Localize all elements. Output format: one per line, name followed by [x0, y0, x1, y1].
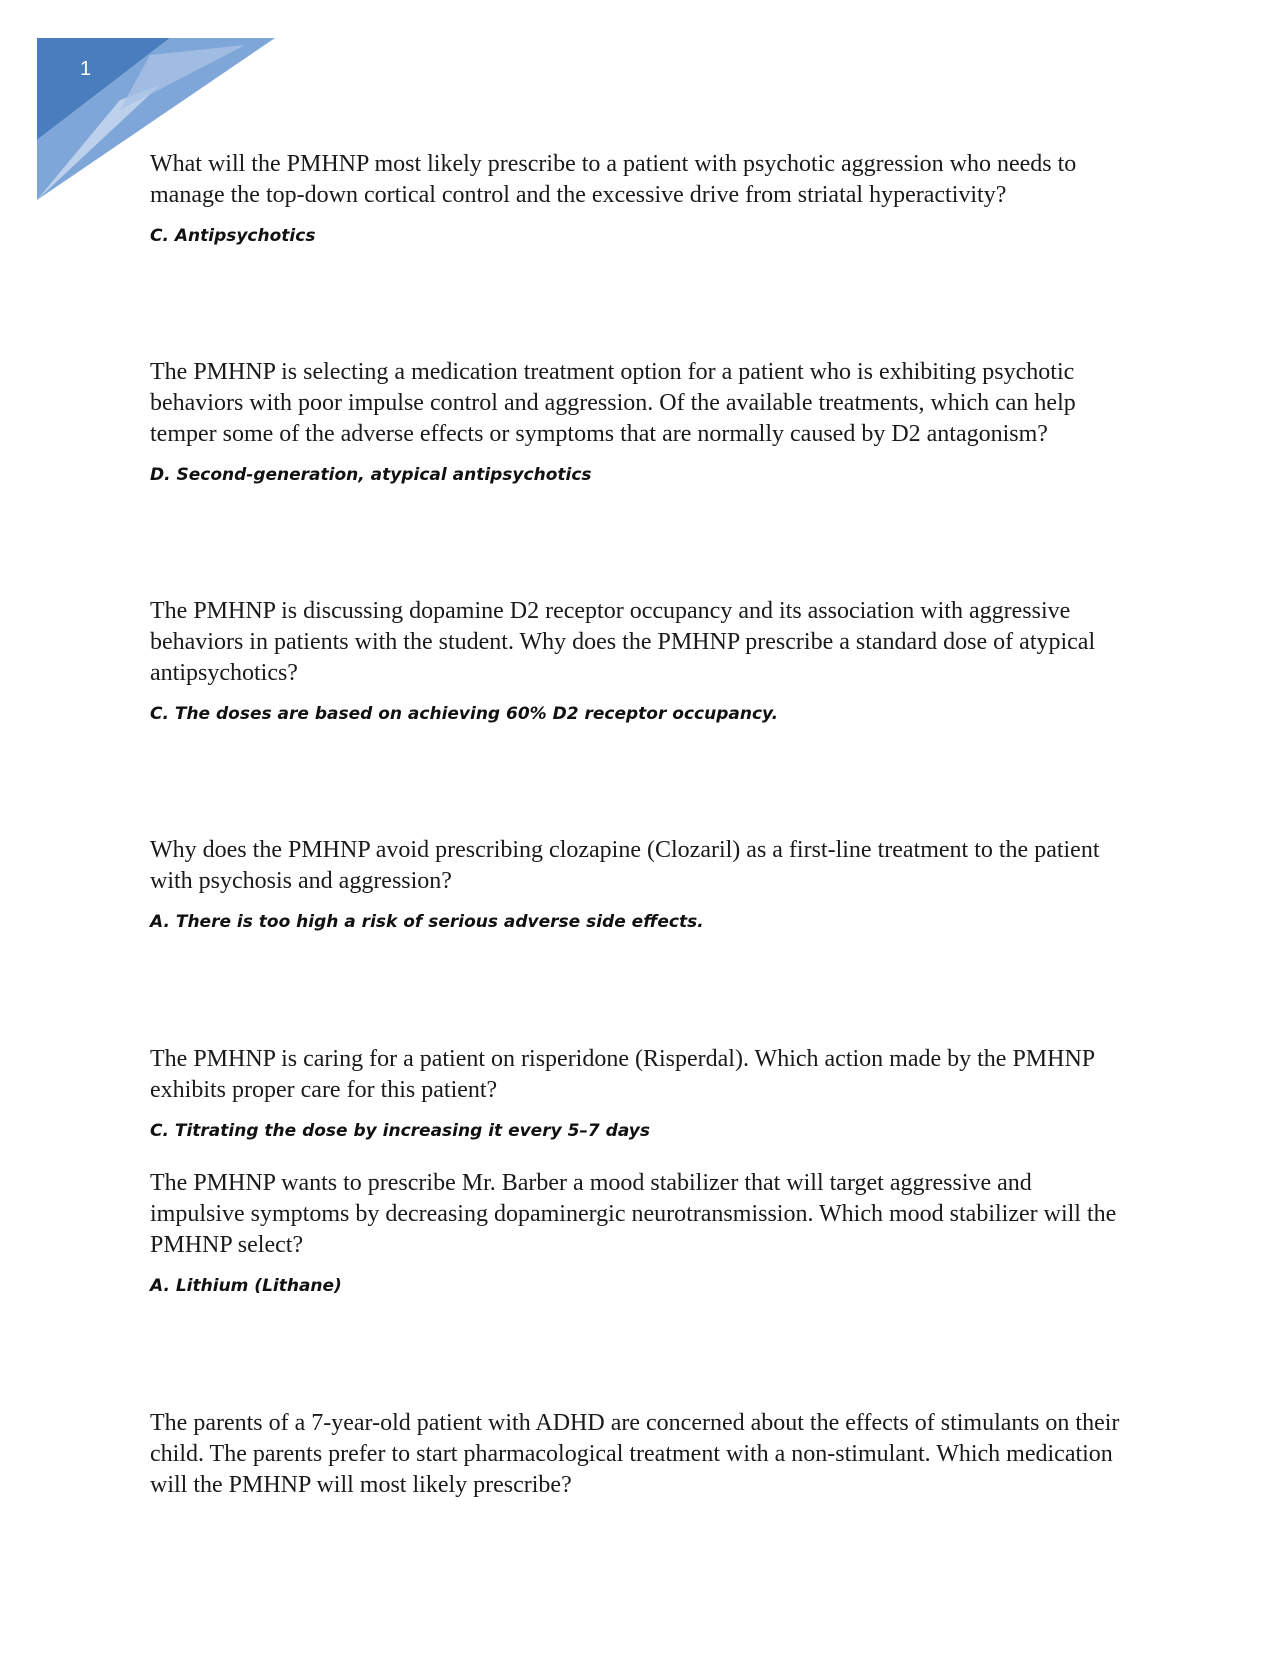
answer-text: D. Second-generation, atypical antipsychotics [150, 465, 592, 485]
question-text: The PMHNP is caring for a patient on risperidone (Risperdal). Which action made by the PMHNP exhibits proper care for this patient? [150, 1046, 1095, 1103]
answer-text: A. Lithium (Lithane) [150, 1276, 342, 1296]
qa-item-3 [150, 596, 1130, 725]
answer-text: C. Antipsychotics [150, 226, 316, 246]
question-text: The PMHNP is selecting a medication treatment option for a patient who is exhibiting psychotic behaviors with poor impulse control and aggression. Of the available treatments, which can help temper some of the adverse effects or symptoms that are normally caused by D2 antagonism? [150, 359, 1076, 447]
qa-item-4 [150, 835, 1130, 933]
answer-text: A. There is too high a risk of serious adverse side effects. [150, 912, 704, 932]
qa-item-2 [150, 357, 1130, 486]
question-text: What will the PMHNP most likely prescribe to a patient with psychotic aggression who needs to manage the top-down cortical control and the excessive drive from striatal hyperactivity? [150, 151, 1077, 208]
answer-text: C. Titrating the dose by increasing it every 5–7 days [150, 1121, 650, 1141]
question-text: The PMHNP wants to prescribe Mr. Barber a mood stabilizer that will target aggressive and impulsive symptoms by decreasing dopaminergic neurotransmission. Which mood stabilizer will the PMHNP select? [150, 1170, 1117, 1258]
page-number: 1 [80, 58, 92, 80]
qa-item-7 [150, 1408, 1130, 1501]
qa-item-1 [150, 149, 1130, 247]
answer-text: C. The doses are based on achieving 60% D2 receptor occupancy. [150, 704, 779, 724]
question-text: The PMHNP is discussing dopamine D2 receptor occupancy and its association with aggressive behaviors in patients with the student. Why does the PMHNP prescribe a standard dose of atypical antipsychotics? [150, 598, 1096, 686]
qa-item-5 [150, 1044, 1130, 1142]
qa-item-6 [150, 1168, 1130, 1297]
question-text: Why does the PMHNP avoid prescribing clozapine (Clozaril) as a first-line treatment to the patient with psychosis and aggression? [150, 837, 1100, 894]
question-text: The parents of a 7-year-old patient with ADHD are concerned about the effects of stimulants on their child. The parents prefer to start pharmacological treatment with a non-stimulant. Which medication will the PMHNP will most likely prescribe? [150, 1410, 1120, 1498]
